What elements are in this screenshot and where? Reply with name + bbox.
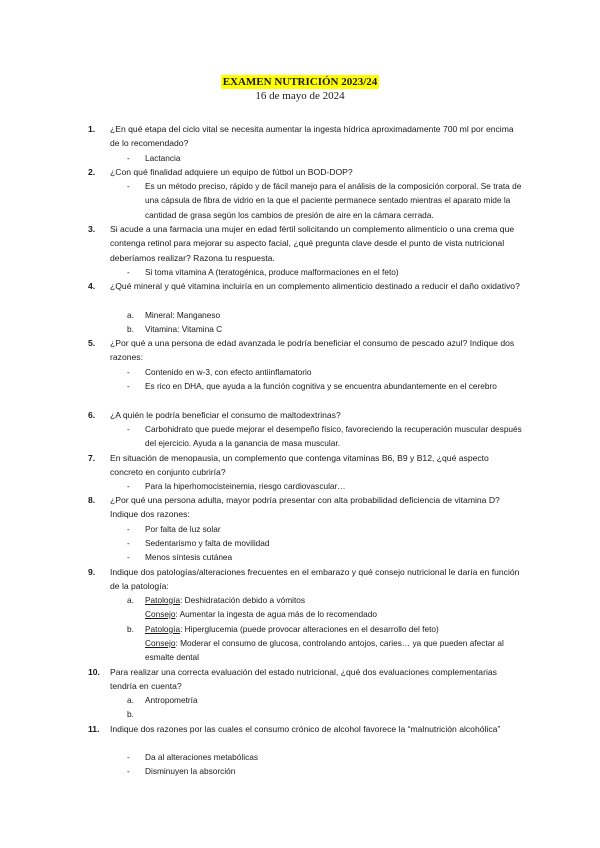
answer-text: Mineral: Manganeso: [145, 310, 221, 320]
answer-marker: a.: [127, 310, 134, 320]
question-number: 10.: [88, 667, 100, 677]
answer-marker: b.: [127, 709, 134, 719]
question-text: En situación de menopausia, un complemento que contenga vitaminas B6, B9 y B12, ¿qué aspecto concreto en conjunto cubriría?: [110, 453, 489, 478]
exam-title: EXAMEN NUTRICIÓN 2023/24: [222, 76, 378, 88]
question-text: ¿A quién le podría beneficiar el consumo de maltodextrinas?: [110, 410, 341, 420]
answer-text: Da al alteraciones metabólicas: [145, 752, 258, 762]
advice-label: Consejo: [145, 638, 176, 648]
question-text: Si acude a una farmacia una mujer en edad fértil solicitando un complemento alimenticio o una crema que contenga retinol para mejorar su aspecto facial, ¿qué pregunta clave desde el punto de vista nutricional deberíamos realizar? Razona tu respuesta.: [110, 224, 515, 263]
answer-marker: -: [127, 538, 130, 548]
question-number: 8.: [88, 495, 96, 505]
answer-marker: -: [127, 752, 130, 762]
question-number: 1.: [88, 124, 96, 134]
question-number: 7.: [88, 453, 96, 463]
answer-marker: -: [127, 424, 130, 434]
answer-text: Para la hiperhomocisteinemia, riesgo cardiovascular…: [145, 481, 346, 491]
answer-text: Si toma vitamina A (teratogénica, produce malformaciones en el feto): [145, 267, 399, 277]
question-number: 11.: [88, 724, 100, 734]
question-text: ¿Qué mineral y qué vitamina incluiría en un complemento alimenticio destinado a reducir el daño oxidativo?: [110, 281, 520, 291]
answer-text: Es rico en DHA, que ayuda a la función cognitiva y se encuentra abundantemente en el cerebro: [145, 381, 497, 391]
question-text: Indique dos patologías/alteraciones frecuentes en el embarazo y qué consejo nutricional le daría en función de la patología:: [110, 567, 520, 592]
answer-marker: b.: [127, 624, 134, 634]
question-text: Para realizar una correcta evaluación del estado nutricional, ¿qué dos evaluaciones complementarias tendría en cuenta?: [110, 667, 497, 692]
question-text: ¿Con qué finalidad adquiere un equipo de fútbol un BOD-DOP?: [110, 167, 353, 177]
question-text: ¿Por qué una persona adulta, mayor podría presentar con alta probabilidad deficiencia de vitamina D? Indique dos razones:: [110, 495, 500, 520]
answer-marker: -: [127, 267, 130, 277]
question-text: Indique dos razones por las cuales el consumo crónico de alcohol favorece la “malnutrición alcohólica”: [110, 724, 501, 734]
answer-text: Contenido en w-3, con efecto antiinflamatorio: [145, 367, 312, 377]
answer-marker: b.: [127, 324, 134, 334]
answer-text: Antropometría: [145, 695, 198, 705]
answer-text: Carbohidrato que puede mejorar el desempeño físico, favoreciendo la recuperación muscular después del ejercicio. Ayuda a la ganancia de masa muscular.: [145, 424, 522, 449]
answer-marker: -: [127, 367, 130, 377]
pathology-label: Patología: [145, 624, 181, 634]
question-number: 4.: [88, 281, 96, 291]
answer-text: Sedentarismo y falta de movilidad: [145, 538, 270, 548]
answer-text: Es un método preciso, rápido y de fácil manejo para el análisis de la composición corporal. Se trata de una cápsula de fibra de vidrio en la que el paciente permanece sentado mientras el aparato mide la cantidad de grasa según los cambios de presión de aire en la cámara cerrada.: [145, 181, 522, 220]
question-text: ¿Por qué a una persona de edad avanzada le podría beneficiar el consumo de pescado azul? Indique dos razones:: [110, 338, 515, 363]
answer-text: Lactancia: [145, 153, 181, 163]
answer-marker: -: [127, 524, 130, 534]
question-text: ¿En qué etapa del ciclo vital se necesita aumentar la ingesta hídrica aproximadamente 700 ml por encima de lo recomendado?: [110, 124, 514, 149]
advice-text: : Moderar el consumo de glucosa, controlando antojos, caries… ya que pueden afectar al esmalte dental: [145, 638, 504, 663]
answer-marker: -: [127, 481, 130, 491]
answer-marker: -: [127, 766, 130, 776]
pathology-text: : Hiperglucemia (puede provocar alteraciones en el desarrollo del feto): [180, 624, 439, 634]
answer-text: Vitamina: Vitamina C: [145, 324, 223, 334]
answer-marker: a.: [127, 595, 134, 605]
answer-marker: -: [127, 181, 130, 191]
answer-text: Disminuyen la absorción: [145, 766, 236, 776]
answer-marker: -: [127, 552, 130, 562]
answer-text: Menos síntesis cutánea: [145, 552, 233, 562]
pathology-label: Patología: [145, 595, 181, 605]
question-number: 3.: [88, 224, 96, 234]
pathology-text: : Deshidratación debido a vómitos: [180, 595, 306, 605]
advice-text: : Aumentar la ingesta de agua más de lo recomendado: [175, 609, 378, 619]
answer-marker: -: [127, 153, 130, 163]
question-number: 6.: [88, 410, 96, 420]
answer-marker: -: [127, 381, 130, 391]
question-number: 2.: [88, 167, 96, 177]
question-number: 5.: [88, 338, 96, 348]
advice-label: Consejo: [145, 609, 176, 619]
answer-text: Por falta de luz solar: [145, 524, 221, 534]
exam-date: 16 de mayo de 2024: [255, 90, 345, 102]
answer-marker: a.: [127, 695, 134, 705]
question-number: 9.: [88, 567, 96, 577]
